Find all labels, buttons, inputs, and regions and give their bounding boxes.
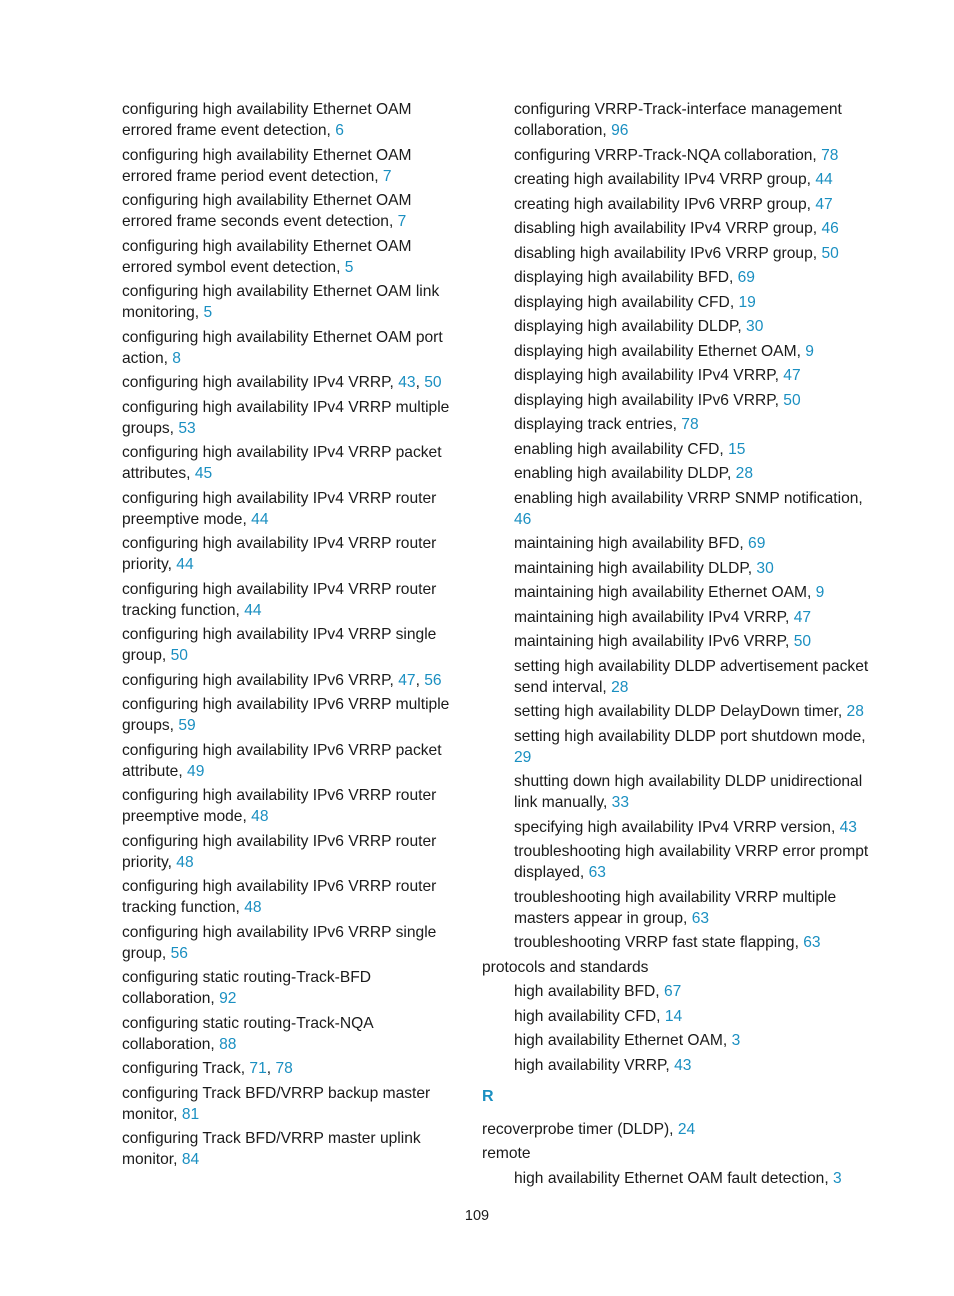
index-entry-text: displaying high availability IPv4 VRRP, xyxy=(514,367,784,384)
page-link[interactable]: 43 xyxy=(398,374,416,391)
index-entry-text: configuring high availability IPv4 VRRP single group, xyxy=(122,626,437,664)
index-entry xyxy=(482,439,882,460)
index-entry-text: configuring high availability IPv6 VRRP multiple groups, xyxy=(122,696,450,734)
index-column-left xyxy=(122,99,462,1174)
index-entry xyxy=(122,1013,462,1055)
page-link[interactable]: 8 xyxy=(172,349,181,367)
index-entry xyxy=(482,99,882,141)
index-entry-text: configuring high availability IPv6 VRRP router preemptive mode, xyxy=(122,787,437,825)
page-link[interactable]: 3 xyxy=(731,1032,741,1049)
page-link[interactable]: 49 xyxy=(187,762,205,780)
index-entry-text: configuring static routing-Track-BFD collaboration, xyxy=(122,969,372,1007)
index-entry xyxy=(482,267,882,288)
page-link[interactable]: 50 xyxy=(821,244,839,262)
index-entry xyxy=(482,341,882,362)
page-link[interactable]: 46 xyxy=(821,220,839,237)
index-entry-text: recoverprobe timer (DLDP), xyxy=(482,1120,678,1138)
index-entry xyxy=(482,365,882,386)
page-link[interactable]: 92 xyxy=(219,990,237,1007)
page-link[interactable]: 69 xyxy=(748,535,766,552)
page-link[interactable]: 50 xyxy=(793,633,812,650)
index-entry-text: displaying high availability IPv6 VRRP, xyxy=(514,391,784,409)
index-entry xyxy=(122,1128,462,1170)
index-entry xyxy=(482,981,882,1002)
index-entry xyxy=(122,145,462,187)
index-entry-text: high availability VRRP, xyxy=(514,1056,675,1074)
index-entry xyxy=(482,656,882,698)
index-entry-text: specifying high availability IPv4 VRRP version, xyxy=(514,818,840,836)
index-entry-text: configuring high availability IPv4 VRRP router preemptive mode, xyxy=(122,489,437,528)
index-entry-text: configuring Track BFD/VRRP master uplink monitor, xyxy=(122,1130,421,1168)
page-link[interactable]: 44 xyxy=(176,556,194,573)
page-link[interactable]: 50 xyxy=(783,391,801,409)
index-entry-text: configuring high availability IPv4 VRRP packet attributes, xyxy=(122,444,442,482)
index-entry xyxy=(482,701,882,722)
index-entry-text: maintaining high availability IPv4 VRRP, xyxy=(514,608,794,626)
index-entry xyxy=(122,876,462,918)
index-entry-text: high availability CFD, xyxy=(514,1007,665,1025)
page-link[interactable]: 9 xyxy=(805,342,814,360)
index-entry xyxy=(122,785,462,827)
index-entry-text: configuring high availability IPv6 VRRP packet attribute, xyxy=(122,741,442,780)
page-link[interactable]: 24 xyxy=(677,1120,696,1138)
page-link[interactable]: 7 xyxy=(382,167,392,185)
page-link[interactable]: 78 xyxy=(821,146,839,164)
page-link[interactable]: 47 xyxy=(398,671,416,689)
page-link[interactable]: 5 xyxy=(344,258,354,276)
index-entry-text: creating high availability IPv4 VRRP group, xyxy=(514,171,816,188)
page-number: 109 xyxy=(464,1208,490,1224)
index-entry xyxy=(482,771,882,813)
index-entry-text: enabling high availability VRRP SNMP notification, xyxy=(514,489,863,507)
index-entry xyxy=(122,236,462,278)
page-link[interactable]: 50 xyxy=(170,647,188,664)
page-link[interactable]: 9 xyxy=(815,584,825,601)
index-entry xyxy=(122,327,462,369)
index-entry xyxy=(482,582,882,603)
page-link[interactable]: 47 xyxy=(793,608,812,626)
index-entry-text: maintaining high availability DLDP, xyxy=(514,559,757,577)
page-link[interactable]: 63 xyxy=(588,864,606,881)
index-entry: configuring high availability IPv6 VRRP, 47, 56 xyxy=(122,671,442,689)
index-entry-text: configuring Track, xyxy=(122,1060,250,1077)
page-link[interactable]: 56 xyxy=(424,671,442,689)
index-entry-text: configuring high availability Ethernet OAM errored frame event detection, xyxy=(122,101,412,139)
index-entry-text: configuring high availability IPv4 VRRP router tracking function, xyxy=(122,580,437,619)
index-entry xyxy=(122,831,462,873)
index-entry xyxy=(482,1055,882,1076)
index-entry xyxy=(482,414,882,435)
index-entry-text: maintaining high availability IPv6 VRRP, xyxy=(514,633,794,650)
index-entry xyxy=(482,1119,882,1140)
page-link[interactable]: 47 xyxy=(815,195,833,213)
page-link[interactable]: 47 xyxy=(783,367,801,384)
index-entry xyxy=(482,533,882,554)
index-entry xyxy=(482,1143,882,1164)
index-entry-text: displaying high availability BFD, xyxy=(514,269,738,286)
page-link[interactable]: 46 xyxy=(514,510,532,528)
index-entry xyxy=(482,292,882,313)
page-link[interactable]: 30 xyxy=(756,559,774,577)
page-link[interactable]: 3 xyxy=(832,1169,842,1187)
page-link[interactable]: 45 xyxy=(194,465,213,482)
index-entry xyxy=(122,922,462,964)
index-entry-text: configuring high availability IPv6 VRRP router tracking function, xyxy=(122,878,437,916)
index-entry-text: troubleshooting high availability VRRP error prompt displayed, xyxy=(514,843,869,881)
page-link[interactable]: 33 xyxy=(611,794,630,811)
page-link[interactable]: 78 xyxy=(681,416,699,433)
page-link[interactable]: 67 xyxy=(663,983,682,1000)
index-entry xyxy=(122,190,462,232)
page-link[interactable]: 96 xyxy=(611,122,629,139)
page-link[interactable]: 88 xyxy=(219,1035,237,1053)
index-entry xyxy=(122,694,462,736)
index-entry xyxy=(482,218,882,239)
index-entry-text: high availability Ethernet OAM fault detection, xyxy=(514,1169,833,1187)
index-entry xyxy=(122,397,462,439)
page-link[interactable]: 43 xyxy=(674,1056,692,1074)
page-link[interactable]: 59 xyxy=(178,717,196,734)
index-entry-text: setting high availability DLDP DelayDown timer, xyxy=(514,703,847,720)
page-link[interactable]: 63 xyxy=(691,909,710,927)
index-entry xyxy=(482,463,882,484)
page-link[interactable]: 28 xyxy=(611,678,629,696)
index-entry: configuring Track, 71, 78 xyxy=(122,1060,293,1077)
index-entry xyxy=(482,1006,882,1027)
index-entry-text: setting high availability DLDP port shutdown mode, xyxy=(514,727,866,745)
page-link[interactable]: 81 xyxy=(181,1105,200,1123)
index-entry xyxy=(482,957,882,978)
index-entry-text: configuring high availability Ethernet OAM errored frame seconds event detection, xyxy=(122,192,412,230)
page-link[interactable]: 28 xyxy=(735,465,753,482)
index-entry xyxy=(482,488,882,530)
page-link[interactable]: 19 xyxy=(738,293,756,311)
index-entry-text: configuring high availability Ethernet OAM link monitoring, xyxy=(122,283,440,321)
page-link[interactable]: 48 xyxy=(176,853,194,871)
index-entry xyxy=(122,281,462,323)
index-entry-text: configuring high availability IPv4 VRRP multiple groups, xyxy=(122,398,450,437)
page-link[interactable]: 71 xyxy=(249,1060,267,1077)
page-link[interactable]: 7 xyxy=(397,213,407,230)
index-entry-text: configuring high availability IPv4 VRRP, xyxy=(122,374,399,391)
index-entry-text: displaying high availability DLDP, xyxy=(514,318,747,335)
index-entry xyxy=(482,817,882,838)
index-entry-text: displaying high availability Ethernet OAM, xyxy=(514,342,806,360)
index-entry xyxy=(122,967,462,1009)
page-link[interactable]: 78 xyxy=(275,1060,293,1077)
index-entry-text: configuring high availability IPv4 VRRP router priority, xyxy=(122,535,437,573)
page-link[interactable]: 44 xyxy=(815,171,833,188)
page-link[interactable]: 15 xyxy=(728,440,746,458)
index-entry xyxy=(482,631,882,652)
index-entry-text: configuring high availability IPv6 VRRP, xyxy=(122,671,399,689)
page-link[interactable]: 56 xyxy=(170,944,188,962)
page-link[interactable]: 29 xyxy=(514,748,532,766)
index-entry-text: enabling high availability DLDP, xyxy=(514,465,736,482)
index-entry xyxy=(122,99,462,141)
page-link[interactable]: 44 xyxy=(251,510,269,528)
index-entry-text: creating high availability IPv6 VRRP group, xyxy=(514,195,816,213)
index-entry xyxy=(482,887,882,929)
index-entry xyxy=(122,740,462,782)
page-link[interactable]: 43 xyxy=(839,818,857,836)
index-entry xyxy=(122,488,462,530)
index-entry xyxy=(482,841,882,883)
index-entry-text: configuring VRRP-Track-interface management collaboration, xyxy=(514,101,842,139)
index-entry xyxy=(122,533,462,575)
index-entry-text: configuring high availability Ethernet OAM errored frame period event detection, xyxy=(122,146,412,185)
page-link[interactable]: 53 xyxy=(178,419,196,437)
page-link[interactable]: 44 xyxy=(244,601,262,619)
index-entry-text: maintaining high availability BFD, xyxy=(514,535,749,552)
index-entry-text: protocols and standards xyxy=(482,958,649,976)
index-entry-text: displaying high availability CFD, xyxy=(514,293,739,311)
index-entry xyxy=(482,145,882,166)
index-entry xyxy=(482,194,882,215)
page-link[interactable]: 69 xyxy=(737,269,755,286)
index-entry xyxy=(482,726,882,768)
page-link[interactable]: 84 xyxy=(181,1151,200,1168)
index-entry xyxy=(482,316,882,337)
page-link[interactable]: 63 xyxy=(803,934,821,951)
index-column-right xyxy=(482,99,882,1192)
page-link[interactable]: 5 xyxy=(203,304,213,321)
index-entry-text: disabling high availability IPv6 VRRP group, xyxy=(514,244,822,262)
index-entry xyxy=(482,390,882,411)
index-entry-text: troubleshooting VRRP fast state flapping, xyxy=(514,934,804,951)
index-entry xyxy=(482,1168,882,1189)
index-entry-text: high availability BFD, xyxy=(514,983,664,1000)
index-entry xyxy=(122,442,462,484)
page-link[interactable]: 14 xyxy=(664,1007,683,1025)
page-link[interactable]: 50 xyxy=(424,374,442,391)
index-entry-text: configuring high availability Ethernet OAM port action, xyxy=(122,328,443,367)
index-entry xyxy=(482,169,882,190)
page-link[interactable]: 48 xyxy=(244,899,262,916)
index-entry-text: disabling high availability IPv4 VRRP group, xyxy=(514,220,822,237)
index-entry xyxy=(482,607,882,628)
index-entry-text: configuring high availability IPv6 VRRP router priority, xyxy=(122,832,437,871)
index-entry-text: configuring VRRP-Track-NQA collaboration, xyxy=(514,146,822,164)
page-link[interactable]: 6 xyxy=(335,122,344,139)
index-entry-text: maintaining high availability Ethernet OAM, xyxy=(514,584,816,601)
index-entry-text: displaying track entries, xyxy=(514,416,682,433)
index-entry-text: shutting down high availability DLDP unidirectional link manually, xyxy=(514,773,863,811)
page-link[interactable]: 28 xyxy=(846,703,864,720)
index-entry-text: configuring static routing-Track-NQA collaboration, xyxy=(122,1014,373,1053)
index-entry xyxy=(122,624,462,666)
index-entry-text: remote xyxy=(482,1145,531,1162)
index-entry-text: configuring high availability IPv6 VRRP single group, xyxy=(122,923,437,962)
index-entry-text: configuring high availability Ethernet OAM errored symbol event detection, xyxy=(122,237,412,276)
index-entry xyxy=(482,932,882,953)
index-entry xyxy=(122,1083,462,1125)
index-entry xyxy=(482,1030,882,1051)
index-entry-text: enabling high availability CFD, xyxy=(514,440,729,458)
index-entry-text: troubleshooting high availability VRRP multiple masters appear in group, xyxy=(514,888,837,927)
page-link[interactable]: 30 xyxy=(746,318,764,335)
index-section-letter: R xyxy=(482,1087,494,1105)
index-entry xyxy=(482,558,882,579)
index-entry xyxy=(482,243,882,264)
index-entry: configuring high availability IPv4 VRRP, 43, 50 xyxy=(122,374,442,391)
page-link[interactable]: 48 xyxy=(251,808,269,825)
index-entry-text: high availability Ethernet OAM, xyxy=(514,1032,732,1049)
index-entry xyxy=(122,579,462,621)
index-entry-text: configuring Track BFD/VRRP backup master monitor, xyxy=(122,1084,431,1123)
index-entry-text: setting high availability DLDP advertisement packet send interval, xyxy=(514,657,869,696)
